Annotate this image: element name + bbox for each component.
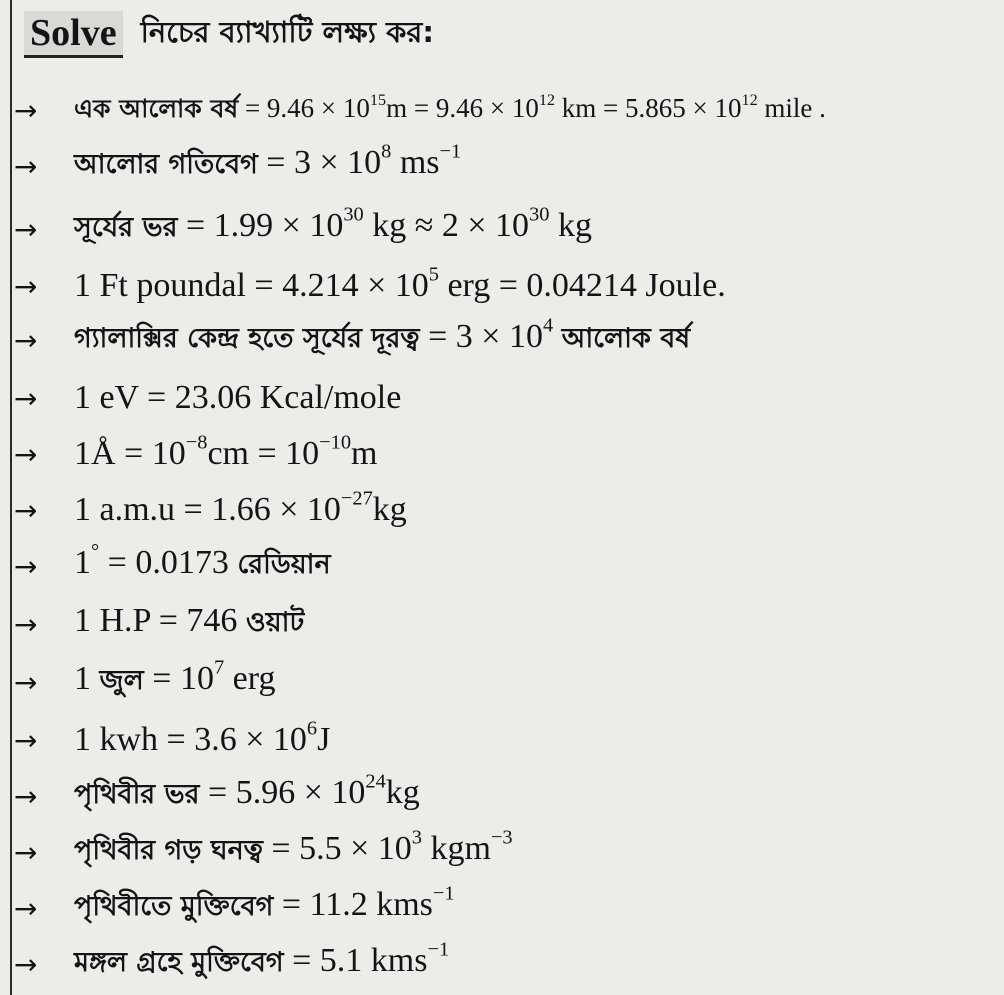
left-margin-rule <box>10 0 12 995</box>
arrow-icon: → <box>14 323 38 357</box>
fact-row-sun-mass <box>14 203 592 255</box>
fact-row-earth-mass <box>14 770 420 822</box>
fact-text: 1Å = $10^{-8}cm = 10^{-10}m$ <box>74 431 378 472</box>
arrow-icon: → <box>14 549 38 583</box>
fact-row-earth-escape-velocity <box>14 882 455 934</box>
fact-row-ev <box>14 372 401 424</box>
arrow-icon: → <box>14 779 38 813</box>
fact-row-angstrom <box>14 428 378 480</box>
fact-row-galaxy-distance <box>14 314 690 366</box>
fact-text: 1 Ft poundal = $4.214 \times 10^5$ erg = 0.04214 Joule. <box>74 263 726 304</box>
fact-text: আলোর গতিবেগ = $3 \times 10^8$ $ms^{-1}$ <box>74 140 462 181</box>
fact-row-speed-of-light <box>14 140 461 192</box>
arrow-icon: → <box>14 212 38 246</box>
fact-text: 1° = 0.0173 রেডিয়ান <box>74 540 331 581</box>
arrow-icon: → <box>14 665 38 699</box>
fact-row-ft-poundal <box>14 260 726 312</box>
section-header <box>24 10 434 58</box>
fact-text: পৃথিবীর গড় ঘনত্ব = $5.5 \times 10^3$ kgm$^{-3}$ <box>74 826 513 867</box>
arrow-icon: → <box>14 607 38 641</box>
arrow-icon: → <box>14 835 38 869</box>
arrow-icon: → <box>14 947 38 981</box>
arrow-icon: → <box>14 93 38 127</box>
instruction-text: নিচের ব্যাখ্যাটি লক্ষ্য কর: <box>140 14 434 49</box>
fact-text: 1 eV = 23.06 Kcal/mole <box>74 379 402 416</box>
fact-text: পৃথিবীর ভর = $5.96 \times 10^{24}kg$ <box>74 770 420 811</box>
arrow-icon: → <box>14 891 38 925</box>
arrow-icon: → <box>14 437 38 471</box>
fact-row-earth-density <box>14 826 513 878</box>
fact-text: এক আলোক বর্ষ = $9.46 \times 10^{15}m = 9.46 \times 10^{12}$ km = $5.865 \times 10^{12}$ mile . <box>74 90 826 123</box>
fact-text: 1 জুল = $10^7$ erg <box>74 656 276 697</box>
fact-row-horsepower <box>14 598 304 650</box>
arrow-icon: → <box>14 381 38 415</box>
fact-row-joule <box>14 656 275 708</box>
arrow-icon: → <box>14 149 38 183</box>
fact-row-mars-escape-velocity <box>14 938 449 990</box>
fact-text: সূর্যের ভর = $1.99 \times 10^{30}$ kg ≈ $2 \times 10^{30}$ kg <box>74 203 592 244</box>
solve-label: Solve <box>24 11 123 58</box>
arrow-icon: → <box>14 493 38 527</box>
arrow-icon: → <box>14 269 38 303</box>
fact-row-amu <box>14 484 407 536</box>
fact-text: পৃথিবীতে মুক্তিবেগ = 11.2 kms$^{-1}$ <box>74 882 455 923</box>
fact-row-degree <box>14 540 331 592</box>
fact-text: মঙ্গল গ্রহে মুক্তিবেগ = 5.1 kms$^{-1}$ <box>74 938 450 979</box>
fact-row-light-year <box>14 84 826 136</box>
fact-text: 1 H.P = 746 ওয়াট <box>74 601 305 639</box>
fact-text: গ্যালাক্সির কেন্দ্র হতে সূর্যের দূরত্ব = $3 \times 10^4$ আলোক বর্ষ <box>74 314 691 355</box>
fact-row-kwh <box>14 714 330 766</box>
fact-text: 1 $a.m.u = 1.66 \times 10^{-27}kg$ <box>74 487 407 528</box>
arrow-icon: → <box>14 723 38 757</box>
fact-text: 1 kwh = $3.6 \times 10^6J$ <box>74 717 331 758</box>
